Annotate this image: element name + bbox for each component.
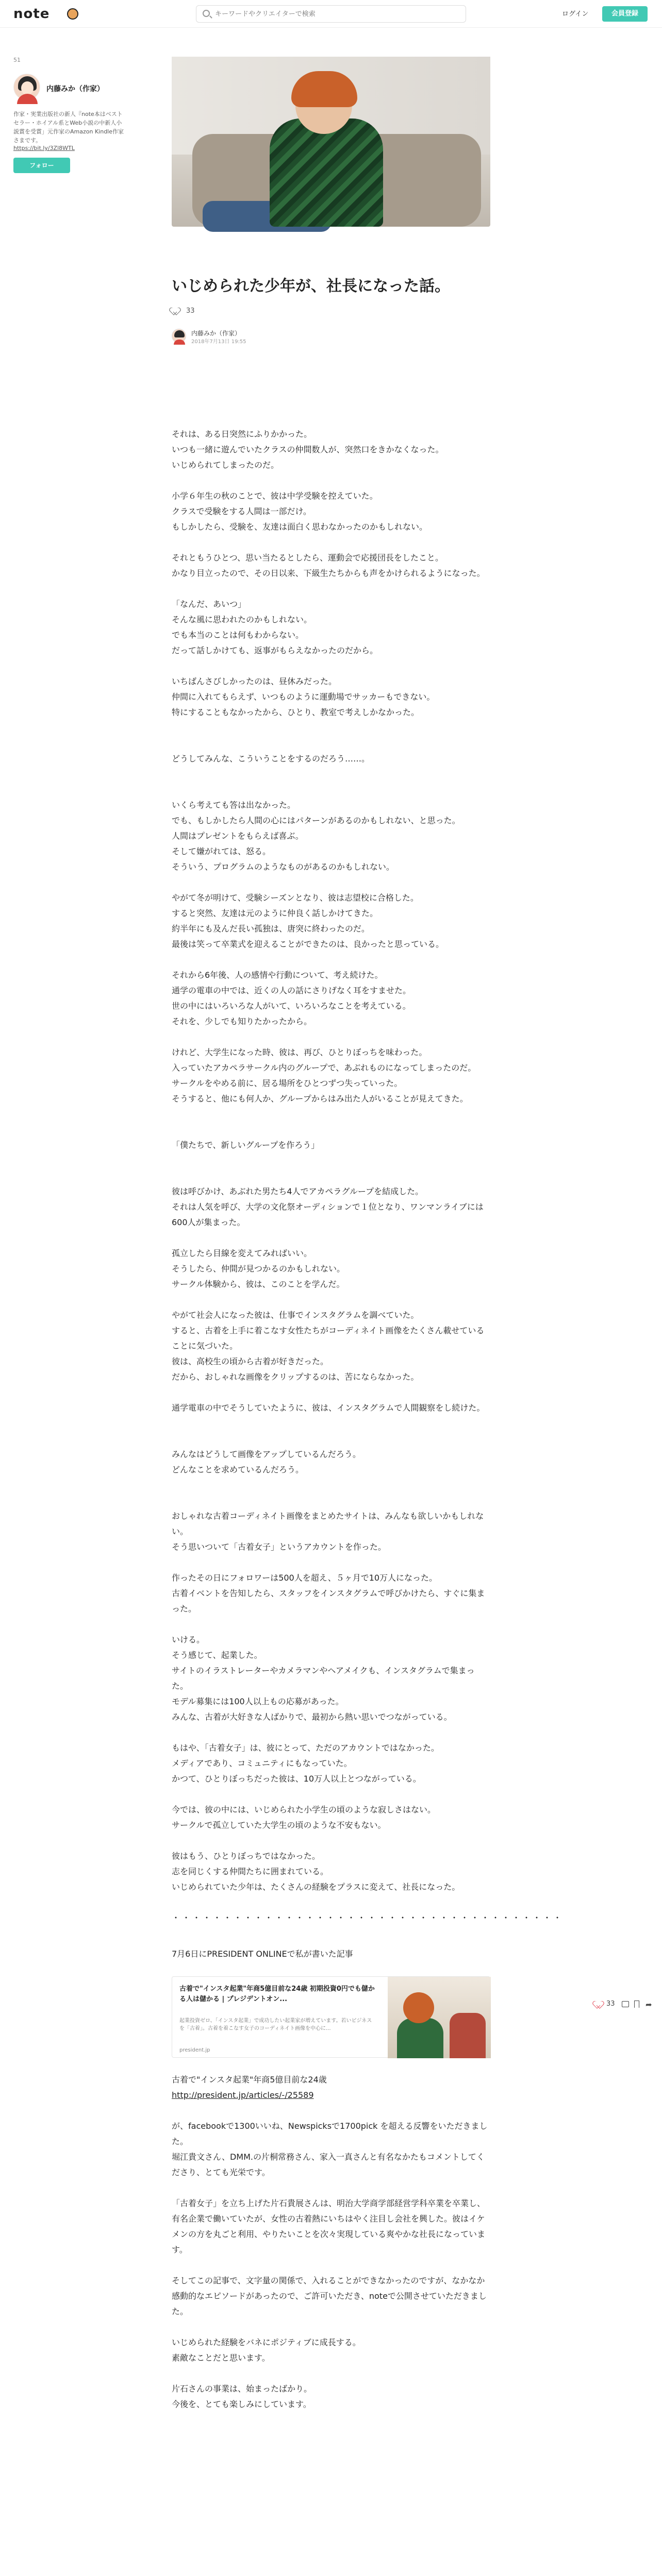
paragraph: 片石さんの事業は、始まったばかり。 今後を、とても楽しみにしています。 — [172, 2384, 312, 2409]
search-icon — [203, 10, 210, 17]
article — [172, 57, 564, 2428]
author-bio: 作家・実業出版社の新人『note本はベストセラー・ホイアル系とWeb小説の中新人小説賞を受賞」元作家のAmazon Kindle作家さまです。 — [13, 111, 124, 144]
paragraph: 「僕たちで、新しいグループを作ろう」 — [172, 1140, 320, 1150]
paragraph: いける。 そう感じて、起業した。 サイトのイラストレーターやカメラマンやヘアメイクも、インスタグラムで集まった。 モデル募集には100人以上もの応募があった。 みんな、古着が大好きな人ばかりで、最初から熱い思いでつながっている。 — [172, 1635, 475, 1722]
link-card-description: 起業投資ゼロ、「インスタ起業」で成功したい起業家が増えています。若いビジネスを「古着」。古着を着こなす女子のコーディネイト画像を中心に... — [179, 2018, 372, 2031]
paragraph: 孤立したら目線を変えてみればいい。 そうしたら、仲間が見つかるのかもしれない。 サークル体験から、彼は、このことを学んだ。 — [172, 1248, 345, 1289]
floating-like-count: 33 — [606, 2000, 615, 2008]
article-body — [172, 427, 564, 2412]
paragraph: いちばんさびしかったのは、昼休みだった。 仲間に入れてもらえず、いつものように運動場でサッカーもできない。 特にすることもなかったから、ひとり、教室で考えしかなかった。 — [172, 676, 435, 717]
author-row — [172, 328, 490, 346]
hero-image — [172, 57, 490, 227]
search-input[interactable] — [215, 9, 457, 19]
paragraph: 彼はもう、ひとりぼっちではなかった。 志を同じくする仲間たちに囲まれている。 いじめられていた少年は、たくさんの経験をプラスに変えて、社長になった。 — [172, 1851, 460, 1892]
signup-button[interactable]: 会員登録 — [602, 6, 648, 22]
login-link[interactable]: ログイン — [562, 10, 589, 18]
paragraph: 作ったその日にフォロワーは500人を超え、５ヶ月で10万人になった。 古着イベントを告知したら、スタッフをインスタグラムで呼びかけたら、すぐに集まった。 — [172, 1573, 485, 1614]
article-author-name[interactable]: 内藤みか（作家） — [191, 330, 241, 337]
floating-action-bar — [595, 1998, 662, 2013]
paragraph: そしてこの記事で、文字量の関係で、入れることができなかったのですが、なかなか感動的なエピソードがあったので、ご許可いただき、noteで公開させていただきました。 — [172, 2276, 487, 2316]
like-count: 33 — [186, 307, 195, 315]
paragraph: 小学６年生の秋のことで、彼は中学受験を控えていた。 クラスで受験をする人間は一部だけ。 もしかしたら、受験を、友達は面白く思わなかったのかもしれない。 — [172, 491, 428, 532]
like-row — [172, 307, 490, 318]
paragraph: おしゃれな古着コーディネイト画像をまとめたサイトは、みんなも欲しいかもしれない。 そう思いついて「古着女子」というアカウントを作った。 — [172, 1511, 484, 1552]
article-title: いじめられた少年が、社長になった話。 — [172, 277, 450, 295]
note-logo[interactable]: note — [13, 6, 50, 22]
paragraph: けれど、大学生になった時、彼は、再び、ひとりぼっちを味わった。 入っていたアカペラサークル内のグループで、あぶれものになってしまったのだ。 サークルをやめる前に、居る場所をひとつずつ失っていった。 そうすると、他にも何人か、グループからはみ出た人がいることが見えてきた。 — [172, 1047, 476, 1104]
search-box[interactable] — [196, 5, 466, 23]
magazine-count: 51 — [13, 57, 21, 63]
paragraph: それは、ある日突然にふりかかった。 いつも一緒に遊んでいたクラスの仲間数人が、突然口をきかなくなった。 いじめられてしまったのだ。 — [172, 429, 444, 470]
paragraph: いくら考えても答は出なかった。 でも、もしかしたら人間の心にはパターンがあるのかもしれない、と思った。 人間はプレゼントをもらえば喜ぶ。 そして嫌がれては、怒る。 そういう、プログラムのようなものがあるのかもしれない。 — [172, 800, 460, 872]
article-link — [172, 2088, 490, 2103]
link-card-thumbnail — [388, 1977, 491, 2058]
author-avatar[interactable] — [13, 74, 40, 100]
paragraph: 古着で"インスタ起業"年商5億目前な24歳 — [172, 2075, 327, 2084]
share-icon[interactable]: ➦ — [646, 2000, 652, 2009]
author-bio-link[interactable]: https://bit.ly/3Zl8WTL — [13, 145, 75, 151]
paragraph: 通学電車の中でそうしていたように、彼は、インスタグラムで人間観察をし続けた。 — [172, 1403, 485, 1413]
paragraph: それともうひとつ、思い当たるとしたら、運動会で応援団長をしたこと。 かなり目立ったので、その日以来、下級生たちからも声をかけられるようになった。 — [172, 553, 485, 578]
paragraph: やがて冬が明けて、受験シーズンとなり、彼は志望校に合格した。 すると突然、友達は元のように仲良く話しかけてきた。 約半年にも及んだ長い孤独は、唐突に終わったのだ。 最後は笑って卒業式を迎えることができたのは、良かったと思っている。 — [172, 893, 444, 949]
author-name[interactable]: 内藤みか（作家） — [46, 85, 104, 93]
article-date: 2018年7月13日 19:55 — [191, 339, 246, 345]
site-header — [0, 0, 662, 28]
link-card-title: 古着で"インスタ起業"年商5億目前な24歳 初期投資0円でも儲かる人は儲かる | プレジデントオン... — [179, 1985, 375, 2003]
separator-dots: ・・・・・・・・・・・・・・・・・・・・・・・・・・・・・・・・・・・・・・ — [172, 1913, 564, 1923]
paragraph: 「なんだ、あいつ」 そんな風に思われたのかもしれない。 でも本当のことは何もわからない。 だって話しかけても、返事がもらえなかったのだから。 — [172, 599, 378, 655]
like-heart-icon[interactable] — [595, 2001, 603, 2008]
paragraph: どうしてみんな、こういうことをするのだろう……。 — [172, 754, 370, 764]
logo-face-icon — [67, 8, 78, 20]
paragraph: やがて社会人になった彼は、仕事でインスタグラムを調べていた。 すると、古着を上手に着こなす女性たちがコーディネイト画像をたくさん載せていることに気づいた。 彼は、高校生の頃から古着が好きだった。 だから、おしゃれな画像をクリップするのは、苦にならなかった。 — [172, 1310, 485, 1382]
bookmark-icon[interactable] — [634, 2001, 639, 2008]
heart-icon[interactable] — [172, 308, 180, 315]
author-mini-avatar[interactable] — [172, 329, 186, 343]
paragraph: みんなはどうして画像をアップしているんだろう。 どんなことを求めているんだろう。 — [172, 1449, 361, 1475]
comment-icon[interactable] — [622, 2001, 629, 2007]
paragraph: 「古着女子」を立ち上げた片石貴展さんは、明治大学商学部経営学科卒業を卒業し、有名企業で働いていたが、女性の古着熱にいちはやく注目し会社を興した。彼はイケメンの方を丸ごと利用、やりたいことを次々実現している爽やかな社長になっています。 — [172, 2198, 486, 2255]
paragraph: が、facebookで1300いいね、Newspicksで1700pick を超える反響をいただきました。 堀江貴文さん、DMM.の片桐常務さん、家入一真さんと有名なかたもコメントしてくださり、とても光栄です。 — [172, 2121, 488, 2177]
author-sidebar — [13, 57, 127, 173]
president-intro: 7月6日にPRESIDENT ONLINEで私が書いた記事 — [172, 1949, 353, 1959]
president-article-link[interactable]: http://president.jp/articles/-/25589 — [172, 2090, 314, 2100]
link-card-domain: president.jp — [179, 2047, 210, 2053]
paragraph: 今では、彼の中には、いじめられた小学生の頃のような寂しさはない。 サークルで孤立していた大学生の頃のような不安もない。 — [172, 1805, 436, 1830]
follow-button[interactable]: フォロー — [13, 158, 70, 173]
link-card[interactable] — [172, 1976, 490, 2058]
paragraph: それから6年後、人の感情や行動について、考え続けた。 通学の電車の中では、近くの人の話にさりげなく耳をすませた。 世の中にはいろいろな人がいて、いろいろなことを考えている。 それを、少しでも知りたかったから。 — [172, 970, 411, 1026]
paragraph: いじめられた経験をバネにポジティブに成長する。 素敵なことだと思います。 — [172, 2337, 361, 2363]
paragraph: もはや、「古着女子」は、彼にとって、ただのアカウントではなかった。 メディアであり、コミュニティにもなっていた。 かつて、ひとりぼっちだった彼は、10万人以上とつながっている。 — [172, 1743, 439, 1784]
paragraph: 彼は呼びかけ、あぶれた男たち4人でアカペラグループを結成した。 それは人気を呼び、大学の文化祭オーディションで１位となり、ワンマンライブには600人が集まった。 — [172, 1187, 484, 1227]
